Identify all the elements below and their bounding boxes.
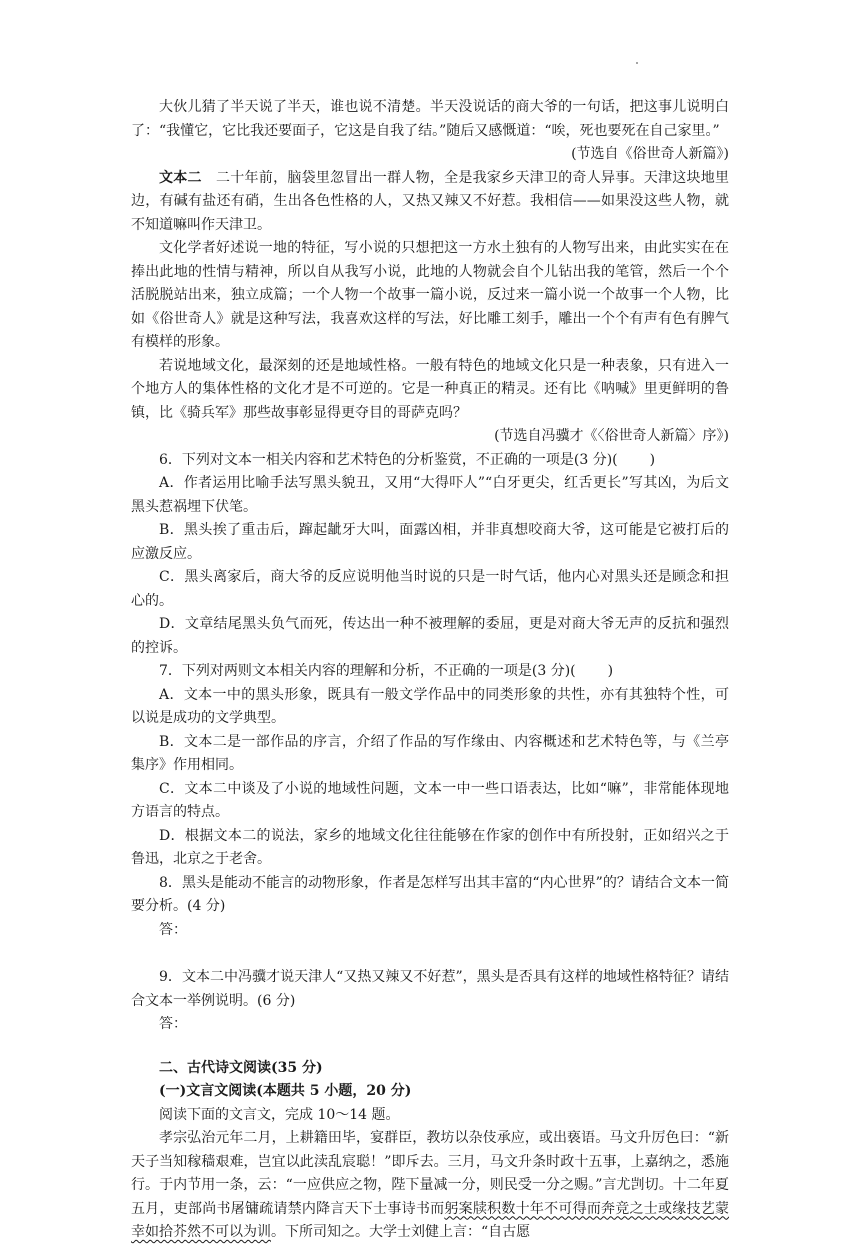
q6-option-a: A．作者运用比喻手法写黑头貌丑，又用“大得吓人”“白牙更尖，红舌更长”写其凶，为后文黑头惹祸埋下伏笔。 — [131, 475, 729, 515]
q6-option-d: D．文章结尾黑头负气而死，传达出一种不被理解的委屈，更是对商大爷无声的反抗和强烈的控诉。 — [131, 616, 729, 656]
exam-page — [131, 96, 729, 1245]
q7-option-c: C．文本二中谈及了小说的地域性问题，文本一中一些口语表达，比如“嘛”，非常能体现地方语言的特点。 — [131, 780, 729, 820]
text1-final-paragraph: 大伙儿猜了半天说了半天，谁也说不清楚。半天没说话的商大爷的一句话，把这事儿说明白了：“我懂它，它比我还要面子，它这是自我了结。”随后又感慨道：“唉，死也要死在自己家里。” — [131, 99, 729, 139]
q9-answer-area[interactable]: 答： — [159, 1016, 187, 1032]
q7-option-b: B．文本二是一部作品的序言，介绍了作品的写作缘由、内容概述和艺术特色等，与《兰亭集序》作用相同。 — [131, 733, 729, 773]
section-2-subtitle: (一)文言文阅读(本题共 5 小题，20 分) — [159, 1083, 412, 1099]
q6-stem-text: 6．下列对文本一相关内容和艺术特色的分析鉴赏，不正确的一项是(3 分)( — [159, 451, 618, 468]
q7-option-d: D．根据文本二的说法，家乡的地域文化往往能够在作家的创作中有所投射，正如绍兴之于鲁迅，北京之于老舍。 — [131, 827, 729, 867]
text2-paragraph-3: 若说地域文化，最深刻的还是地域性格。一般有特色的地域文化只是一种表象，只有进入一个地方人的集体性格的文化才是不可逆的。它是一种真正的精灵。还有比《呐喊》里更鲜明的鲁镇，比《骑兵军》那些故事彰显得更夺目的哥萨克吗？ — [131, 357, 729, 421]
q8-answer-area[interactable]: 答： — [159, 921, 187, 938]
q7-option-a: A．文本一中的黑头形象，既具有一般文学作品中的同类形象的共性，亦有其独特个性，可以说是成功的文学典型。 — [131, 686, 729, 726]
text2-label: 文本二 — [159, 169, 202, 186]
text2-source: (节选自冯骥才《〈俗世奇人新篇〉序》) — [494, 428, 729, 444]
classical-text-main: 孝宗弘治元年二月，上耕籍田毕，宴群臣，教坊以杂伎承应，或出亵语。马文升厉色曰：“新天子当知稼穑艰难，岂宜以此渎乱宸聪！”即斥去。三月，马文升条时政十五事，上嘉纳之，悉施行。于内节用一条，云：“一应供应之物，陛下量减一分，则民受一分之赐。”言尤剀切。十二年夏五月，吏部尚书屠镛疏请禁内降言天下士事诗书而 — [131, 1130, 729, 1217]
q6-option-b: B．黑头挨了重击后，蹿起龇牙大叫，面露凶相，并非真想咬商大爷，这可能是它被打后的应激反应。 — [131, 522, 729, 562]
question-7-stem — [131, 660, 729, 684]
q7-stem-text: 7．下列对两则文本相关内容的理解和分析，不正确的一项是(3 分)( — [159, 663, 576, 679]
question-8-stem: 8．黑头是能动不能言的动物形象，作者是怎样写出其丰富的“内心世界”的？请结合文本一简要分析。(4 分) — [131, 874, 729, 914]
question-6-stem — [131, 449, 729, 473]
section-2-title: 二、古代诗文阅读(35 分) — [159, 1059, 323, 1076]
text2-para1-text: 二十年前，脑袋里忽冒出一群人物，全是我家乡天津卫的奇人异事。天津这块地里边，有碱有盐还有硝，生出各色性格的人，又热又辣又不好惹。我相信——如果没这些人物，就不知道嘛叫作天津卫。 — [131, 169, 730, 233]
question-9-stem: 9．文本二中冯骥才说天津人“又热又辣又不好惹”，黑头是否具有这样的地域性格特征？请结合文本一举例说明。(6 分) — [131, 969, 729, 1009]
classical-text-paragraph — [131, 1127, 729, 1245]
section-2-instruction: 阅读下面的文言文，完成 10～14 题。 — [159, 1106, 400, 1123]
q6-option-c: C．黑头离家后，商大爷的反应说明他当时说的只是一时气话，他内心对黑头还是顾念和担心的。 — [131, 569, 729, 609]
text2-paragraph-1 — [131, 167, 729, 238]
classical-text-end: 。下所司知之。大学士刘健上言：“自古愿 — [271, 1224, 531, 1240]
classical-text-wavy-underlined: 躬案牍积数十年不可得而奔竞之士或缘技艺蒙幸如拾芥然不可以为训 — [131, 1200, 730, 1240]
q7-close-paren: ) — [607, 663, 614, 679]
text1-source: (节选自《俗世奇人新篇》) — [571, 146, 729, 162]
q6-close-paren: ) — [649, 451, 656, 468]
text2-paragraph-2: 文化学者好述说一地的特征，写小说的只想把这一方水土独有的人物写出来，由此实实在在捧出此地的性情与精神，所以自从我写小说，此地的人物就会自个儿钻出我的笔管，然后一个个活脱脱站出来，独立成篇；一个人物一个故事一篇小说，反过来一篇小说一个故事一个人物，比如《俗世奇人》就是这种写法，我喜欢这样的写法，好比雕工刻手，雕出一个个有声有色有脾气有模样的形象。 — [131, 240, 729, 350]
scan-dot — [636, 62, 638, 64]
